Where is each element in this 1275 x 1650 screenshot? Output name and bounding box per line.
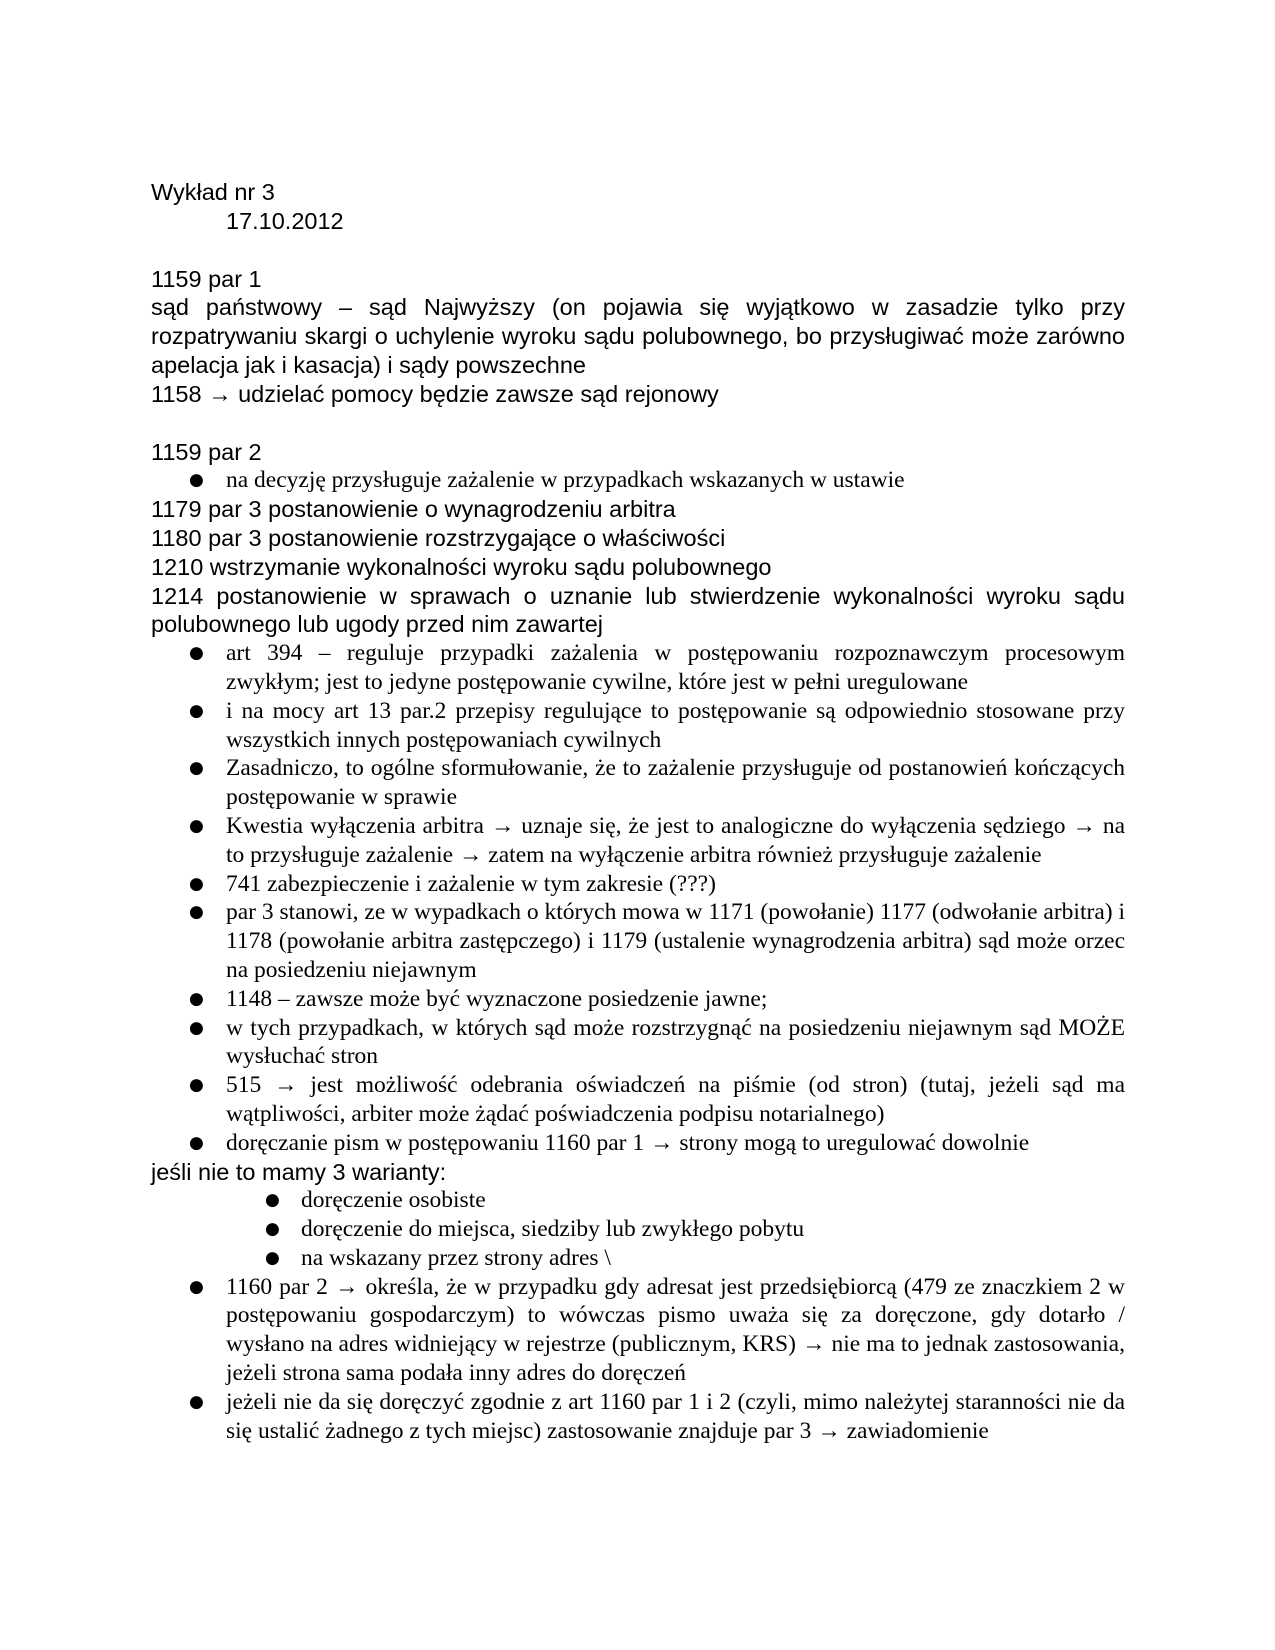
paragraph-1214: 1214 postanowienie w sprawach o uznanie lub stwierdzenie wykonalności wyroku sądu polubownego lub ugody przed nim zawartej bbox=[151, 582, 1125, 638]
list-item: ● w tych przypadkach, w których sąd może rozstrzygnąć na posiedzeniu niejawnym sąd MOŻE wysłuchać stron bbox=[189, 1014, 1125, 1070]
list-item: ● doręczenie osobiste bbox=[265, 1187, 486, 1214]
bullet-dot-icon: ● bbox=[189, 902, 204, 923]
bullet-dot-icon: ● bbox=[189, 1075, 204, 1096]
bullet-dot-icon: ● bbox=[189, 758, 204, 779]
list-item: ● par 3 stanowi, ze w wypadkach o których mowa w 1171 (powołanie) 1177 (odwołanie arbitra) i 1178 (powołanie arbitra zastępczego) i 1179 (ustalenie wynagrodzenia arbitra) sąd może orzec na posiedzeniu niejawnym bbox=[189, 899, 1125, 983]
bullet-dot-icon: ● bbox=[189, 988, 204, 1009]
lecture-date: 17.10.2012 bbox=[226, 207, 344, 234]
document-body bbox=[151, 178, 1125, 1445]
list-item: ● 1160 par 2 → określa, że w przypadku gdy adresat jest przedsiębiorcą (479 ze znaczkiem 2 w postępowaniu gospodarczym) to wówczas pismo uważa się za doręczone, gdy dotarło / wysłano na adres widniejący w rejestrze (publicznym, KRS) → nie ma to jednak zastosowania, jeżeli strona sama podała inny adres do doręczeń bbox=[189, 1273, 1125, 1387]
list-item: ● art 394 – reguluje przypadki zażalenia w postępowaniu rozpoznawczym procesowym zwykłym; jest to jedyne postępowanie cywilne, które jest w pełni uregulowane bbox=[189, 640, 1125, 695]
bullet-dot-icon: ● bbox=[189, 470, 204, 491]
list-item: ● jeżeli nie da się doręczyć zgodnie z art 1160 par 1 i 2 (czyli, mimo należytej staranności nie da się ustalić żadnego z tych miejsc) zastosowanie znajduje par 3 → zawiadomienie bbox=[189, 1388, 1125, 1444]
line-1180: 1180 par 3 postanowienie rozstrzygające o właściwości bbox=[151, 524, 726, 551]
bullet-dot-icon: ● bbox=[189, 1017, 204, 1038]
list-item: ● 515 → jest możliwość odebrania oświadczeń na piśmie (od stron) (tutaj, jeżeli sąd ma wątpliwości, arbiter może żądać poświadczenia podpisu notarialnego) bbox=[189, 1072, 1125, 1127]
list-item: ● na wskazany przez strony adres \ bbox=[265, 1244, 611, 1271]
bullet-dot-icon: ● bbox=[189, 873, 204, 894]
bullet-dot-icon: ● bbox=[265, 1219, 280, 1240]
bullet-dot-icon: ● bbox=[189, 815, 204, 836]
bullet-list bbox=[151, 466, 1125, 495]
list-item: ● 741 zabezpieczenie i zażalenie w tym zakresie (???) bbox=[189, 870, 716, 897]
list-item: ● Zasadniczo, to ogólne sformułowanie, że to zażalenie przysługuje od postanowień kończących postępowanie w sprawie bbox=[189, 755, 1125, 811]
paragraph-court-types: sąd państwowy – sąd Najwyższy (on pojawia się wyjątkowo w zasadzie tylko przy rozpatrywaniu skargi o uchylenie wyroku sądu polubownego, bo przysługiwać może zarówno apelacja jak i kasacja) i sądy powszechne bbox=[151, 294, 1125, 378]
list-item: ● doręczenie do miejsca, siedziby lub zwykłego pobytu bbox=[265, 1216, 805, 1243]
line-1210: 1210 wstrzymanie wykonalności wyroku sądu polubownego bbox=[151, 553, 772, 580]
bullet-dot-icon: ● bbox=[189, 1391, 204, 1412]
bullet-dot-icon: ● bbox=[265, 1190, 280, 1211]
bullet-dot-icon: ● bbox=[189, 1132, 204, 1153]
section-heading-1159-par-2: 1159 par 2 bbox=[151, 438, 262, 465]
section-heading-1159-par-1: 1159 par 1 bbox=[151, 265, 262, 292]
bullet-dot-icon: ● bbox=[189, 1276, 204, 1297]
bullet-dot-icon: ● bbox=[189, 700, 204, 721]
bullet-list bbox=[151, 639, 1125, 1157]
bullet-list bbox=[151, 1273, 1125, 1446]
line-1179: 1179 par 3 postanowienie o wynagrodzeniu arbitra bbox=[151, 496, 676, 523]
line-1158: 1158 → udzielać pomocy będzie zawsze sąd rejonowy bbox=[151, 380, 719, 407]
list-item: ● doręczanie pism w postępowaniu 1160 par 1 → strony mogą to uregulować dowolnie bbox=[189, 1129, 1030, 1156]
spacer bbox=[151, 236, 1125, 265]
list-item: ● na decyzję przysługuje zażalenie w przypadkach wskazanych w ustawie bbox=[189, 467, 905, 494]
bullet-dot-icon: ● bbox=[265, 1247, 280, 1268]
spacer bbox=[151, 409, 1125, 438]
variant-list bbox=[151, 1186, 1125, 1272]
variants-intro: jeśli nie to mamy 3 warianty: bbox=[151, 1158, 447, 1185]
list-item: ● Kwestia wyłączenia arbitra → uznaje się, że jest to analogiczne do wyłączenia sędziego → na to przysługuje zażalenie → zatem na wyłączenie arbitra również przysługuje zażalenie bbox=[189, 812, 1125, 868]
lecture-title: Wykład nr 3 bbox=[151, 179, 275, 205]
list-item: ● i na mocy art 13 par.2 przepisy regulujące to postępowanie są odpowiednio stosowane przy wszystkich innych postępowaniach cywilnych bbox=[189, 697, 1125, 753]
bullet-dot-icon: ● bbox=[189, 643, 204, 664]
list-item: ● 1148 – zawsze może być wyznaczone posiedzenie jawne; bbox=[189, 985, 768, 1012]
